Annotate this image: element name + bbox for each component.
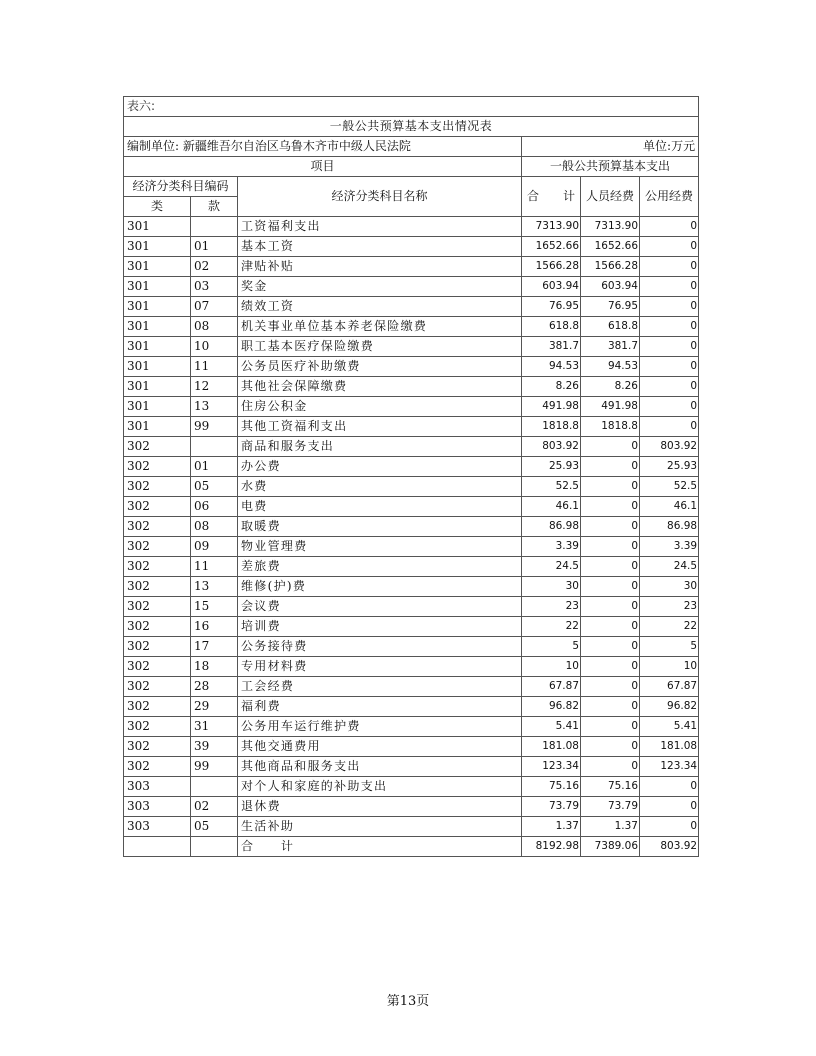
cell-name: 机关事业单位基本养老保险缴费 [238,317,522,337]
cell-summary-personnel: 7389.06 [581,837,640,857]
cell-total: 75.16 [522,777,581,797]
cell-public: 0 [640,357,699,377]
cell-kuan: 31 [191,717,238,737]
cell-lei: 301 [124,417,191,437]
cell-lei: 302 [124,577,191,597]
table-row [124,217,699,237]
table-row [124,797,699,817]
table-row [124,517,699,537]
table-row [124,237,699,257]
table-label: 表六: [124,97,699,117]
cell-public: 25.93 [640,457,699,477]
cell-public: 86.98 [640,517,699,537]
cell-kuan: 05 [191,817,238,837]
cell-personnel: 0 [581,577,640,597]
table-row [124,657,699,677]
cell-public: 23 [640,597,699,617]
table-row [124,277,699,297]
cell-kuan: 11 [191,557,238,577]
cell-kuan: 13 [191,577,238,597]
cell-personnel: 381.7 [581,337,640,357]
table-row [124,697,699,717]
cell-lei: 303 [124,817,191,837]
cell-kuan: 09 [191,537,238,557]
cell-lei: 301 [124,277,191,297]
cell-name: 其他社会保障缴费 [238,377,522,397]
cell-public: 0 [640,297,699,317]
cell-kuan: 18 [191,657,238,677]
table-row [124,557,699,577]
table-row [124,717,699,737]
cell-public: 0 [640,337,699,357]
cell-lei: 302 [124,697,191,717]
cell-lei: 301 [124,377,191,397]
header-budget: 一般公共预算基本支出 [522,157,699,177]
cell-public: 24.5 [640,557,699,577]
cell-name: 商品和服务支出 [238,437,522,457]
cell-name: 生活补助 [238,817,522,837]
cell-name: 绩效工资 [238,297,522,317]
cell-lei: 303 [124,797,191,817]
table-row [124,757,699,777]
cell-lei: 302 [124,537,191,557]
cell-public: 3.39 [640,537,699,557]
cell-personnel: 94.53 [581,357,640,377]
cell-name: 奖金 [238,277,522,297]
cell-name: 差旅费 [238,557,522,577]
cell-personnel: 0 [581,597,640,617]
page-title: 一般公共预算基本支出情况表 [124,117,699,137]
cell-personnel: 0 [581,537,640,557]
cell-total: 22 [522,617,581,637]
cell-personnel: 0 [581,677,640,697]
cell-name: 职工基本医疗保险缴费 [238,337,522,357]
cell-kuan [191,837,238,857]
page-number: 第13页 [386,994,430,1009]
cell-kuan: 10 [191,337,238,357]
cell-personnel: 0 [581,477,640,497]
header-name: 经济分类科目名称 [238,177,522,217]
table-row [124,637,699,657]
cell-kuan: 08 [191,317,238,337]
table-row [124,777,699,797]
cell-summary-public: 803.92 [640,837,699,857]
cell-kuan: 12 [191,377,238,397]
cell-public: 52.5 [640,477,699,497]
cell-personnel: 0 [581,497,640,517]
cell-public: 0 [640,277,699,297]
cell-total: 3.39 [522,537,581,557]
cell-name: 津贴补贴 [238,257,522,277]
cell-personnel: 1818.8 [581,417,640,437]
cell-lei: 302 [124,497,191,517]
cell-public: 0 [640,217,699,237]
cell-lei [124,837,191,857]
cell-total: 5 [522,637,581,657]
cell-lei: 302 [124,477,191,497]
cell-personnel: 0 [581,557,640,577]
cell-lei: 302 [124,637,191,657]
cell-kuan: 02 [191,257,238,277]
cell-name: 会议费 [238,597,522,617]
cell-kuan: 03 [191,277,238,297]
cell-lei: 302 [124,737,191,757]
table-row [124,617,699,637]
cell-public: 0 [640,417,699,437]
cell-lei: 303 [124,777,191,797]
cell-name: 维修(护)费 [238,577,522,597]
cell-total: 7313.90 [522,217,581,237]
table-row [124,397,699,417]
cell-personnel: 75.16 [581,777,640,797]
cell-personnel: 0 [581,637,640,657]
table-row [124,377,699,397]
cell-name: 其他工资福利支出 [238,417,522,437]
table-row [124,297,699,317]
cell-public: 803.92 [640,437,699,457]
cell-name: 其他商品和服务支出 [238,757,522,777]
cell-name: 工会经费 [238,677,522,697]
currency-unit: 单位:万元 [522,137,699,157]
cell-name: 电费 [238,497,522,517]
cell-public: 0 [640,397,699,417]
table-row [124,477,699,497]
cell-kuan: 13 [191,397,238,417]
cell-kuan: 16 [191,617,238,637]
cell-kuan: 01 [191,457,238,477]
cell-lei: 302 [124,617,191,637]
cell-total: 1818.8 [522,417,581,437]
cell-personnel: 618.8 [581,317,640,337]
cell-personnel: 0 [581,457,640,477]
cell-public: 67.87 [640,677,699,697]
cell-kuan: 02 [191,797,238,817]
cell-personnel: 0 [581,617,640,637]
cell-name: 培训费 [238,617,522,637]
cell-public: 0 [640,797,699,817]
table-row [124,497,699,517]
cell-total: 94.53 [522,357,581,377]
cell-name: 退休费 [238,797,522,817]
cell-lei: 301 [124,317,191,337]
cell-lei: 301 [124,337,191,357]
cell-public: 0 [640,377,699,397]
cell-total: 181.08 [522,737,581,757]
header-kuan: 款 [191,197,238,217]
table-row [124,457,699,477]
cell-total: 618.8 [522,317,581,337]
cell-summary-total: 8192.98 [522,837,581,857]
header-personnel: 人员经费 [581,177,640,217]
cell-public: 0 [640,317,699,337]
cell-kuan [191,437,238,457]
cell-public: 30 [640,577,699,597]
cell-lei: 302 [124,657,191,677]
cell-total: 1.37 [522,817,581,837]
cell-lei: 301 [124,297,191,317]
cell-name: 住房公积金 [238,397,522,417]
cell-kuan [191,777,238,797]
cell-name: 公务接待费 [238,637,522,657]
cell-public: 10 [640,657,699,677]
cell-total: 123.34 [522,757,581,777]
cell-public: 5 [640,637,699,657]
cell-total: 1652.66 [522,237,581,257]
cell-total: 1566.28 [522,257,581,277]
cell-public: 96.82 [640,697,699,717]
budget-table [123,96,699,857]
cell-personnel: 0 [581,437,640,457]
cell-total: 8.26 [522,377,581,397]
cell-total: 24.5 [522,557,581,577]
cell-total: 381.7 [522,337,581,357]
cell-personnel: 73.79 [581,797,640,817]
cell-name: 专用材料费 [238,657,522,677]
cell-lei: 302 [124,757,191,777]
cell-public: 0 [640,817,699,837]
cell-name: 物业管理费 [238,537,522,557]
table-row [124,577,699,597]
table-row [124,337,699,357]
cell-kuan: 07 [191,297,238,317]
cell-lei: 301 [124,237,191,257]
cell-lei: 302 [124,597,191,617]
cell-kuan: 05 [191,477,238,497]
cell-total: 67.87 [522,677,581,697]
cell-lei: 301 [124,397,191,417]
cell-name: 工资福利支出 [238,217,522,237]
header-total: 合 计 [522,177,581,217]
cell-kuan: 99 [191,417,238,437]
cell-total: 73.79 [522,797,581,817]
cell-personnel: 1.37 [581,817,640,837]
cell-public: 181.08 [640,737,699,757]
cell-personnel: 8.26 [581,377,640,397]
cell-personnel: 0 [581,657,640,677]
cell-name: 福利费 [238,697,522,717]
cell-total: 23 [522,597,581,617]
cell-name: 公务用车运行维护费 [238,717,522,737]
cell-total: 76.95 [522,297,581,317]
cell-lei: 302 [124,457,191,477]
cell-kuan: 11 [191,357,238,377]
cell-summary-label: 合 计 [238,837,522,857]
table-row [124,357,699,377]
cell-total: 603.94 [522,277,581,297]
cell-public: 0 [640,237,699,257]
table-row [124,257,699,277]
cell-kuan: 29 [191,697,238,717]
cell-total: 46.1 [522,497,581,517]
cell-lei: 301 [124,357,191,377]
cell-personnel: 0 [581,697,640,717]
cell-name: 取暖费 [238,517,522,537]
cell-kuan: 28 [191,677,238,697]
cell-lei: 301 [124,257,191,277]
cell-total: 96.82 [522,697,581,717]
cell-personnel: 7313.90 [581,217,640,237]
cell-lei: 302 [124,717,191,737]
cell-public: 0 [640,777,699,797]
cell-personnel: 603.94 [581,277,640,297]
cell-total: 10 [522,657,581,677]
cell-public: 5.41 [640,717,699,737]
cell-total: 30 [522,577,581,597]
cell-personnel: 1652.66 [581,237,640,257]
cell-name: 对个人和家庭的补助支出 [238,777,522,797]
cell-total: 86.98 [522,517,581,537]
cell-personnel: 1566.28 [581,257,640,277]
table-row [124,597,699,617]
cell-public: 46.1 [640,497,699,517]
cell-personnel: 0 [581,517,640,537]
cell-lei: 302 [124,437,191,457]
cell-total: 52.5 [522,477,581,497]
cell-personnel: 0 [581,757,640,777]
cell-kuan: 39 [191,737,238,757]
cell-personnel: 0 [581,737,640,757]
cell-public: 0 [640,257,699,277]
table-row [124,537,699,557]
cell-personnel: 0 [581,717,640,737]
cell-total: 25.93 [522,457,581,477]
cell-total: 491.98 [522,397,581,417]
cell-lei: 301 [124,217,191,237]
cell-name: 办公费 [238,457,522,477]
cell-public: 22 [640,617,699,637]
cell-total: 5.41 [522,717,581,737]
table-row [124,417,699,437]
header-code-group: 经济分类科目编码 [124,177,238,197]
cell-kuan: 01 [191,237,238,257]
cell-total: 803.92 [522,437,581,457]
table-row [124,317,699,337]
table-row [124,737,699,757]
cell-kuan: 08 [191,517,238,537]
table-row [124,817,699,837]
table-row [124,677,699,697]
cell-kuan: 99 [191,757,238,777]
cell-personnel: 491.98 [581,397,640,417]
header-public: 公用经费 [640,177,699,217]
header-item: 项目 [124,157,522,177]
cell-lei: 302 [124,677,191,697]
cell-lei: 302 [124,517,191,537]
cell-kuan: 06 [191,497,238,517]
cell-name: 其他交通费用 [238,737,522,757]
cell-name: 水费 [238,477,522,497]
cell-lei: 302 [124,557,191,577]
cell-personnel: 76.95 [581,297,640,317]
header-lei: 类 [124,197,191,217]
cell-kuan: 17 [191,637,238,657]
cell-kuan [191,217,238,237]
org-unit: 编制单位: 新疆维吾尔自治区乌鲁木齐市中级人民法院 [124,137,522,157]
summary-row [124,837,699,857]
cell-name: 基本工资 [238,237,522,257]
cell-kuan: 15 [191,597,238,617]
cell-public: 123.34 [640,757,699,777]
cell-name: 公务员医疗补助缴费 [238,357,522,377]
table-row [124,437,699,457]
